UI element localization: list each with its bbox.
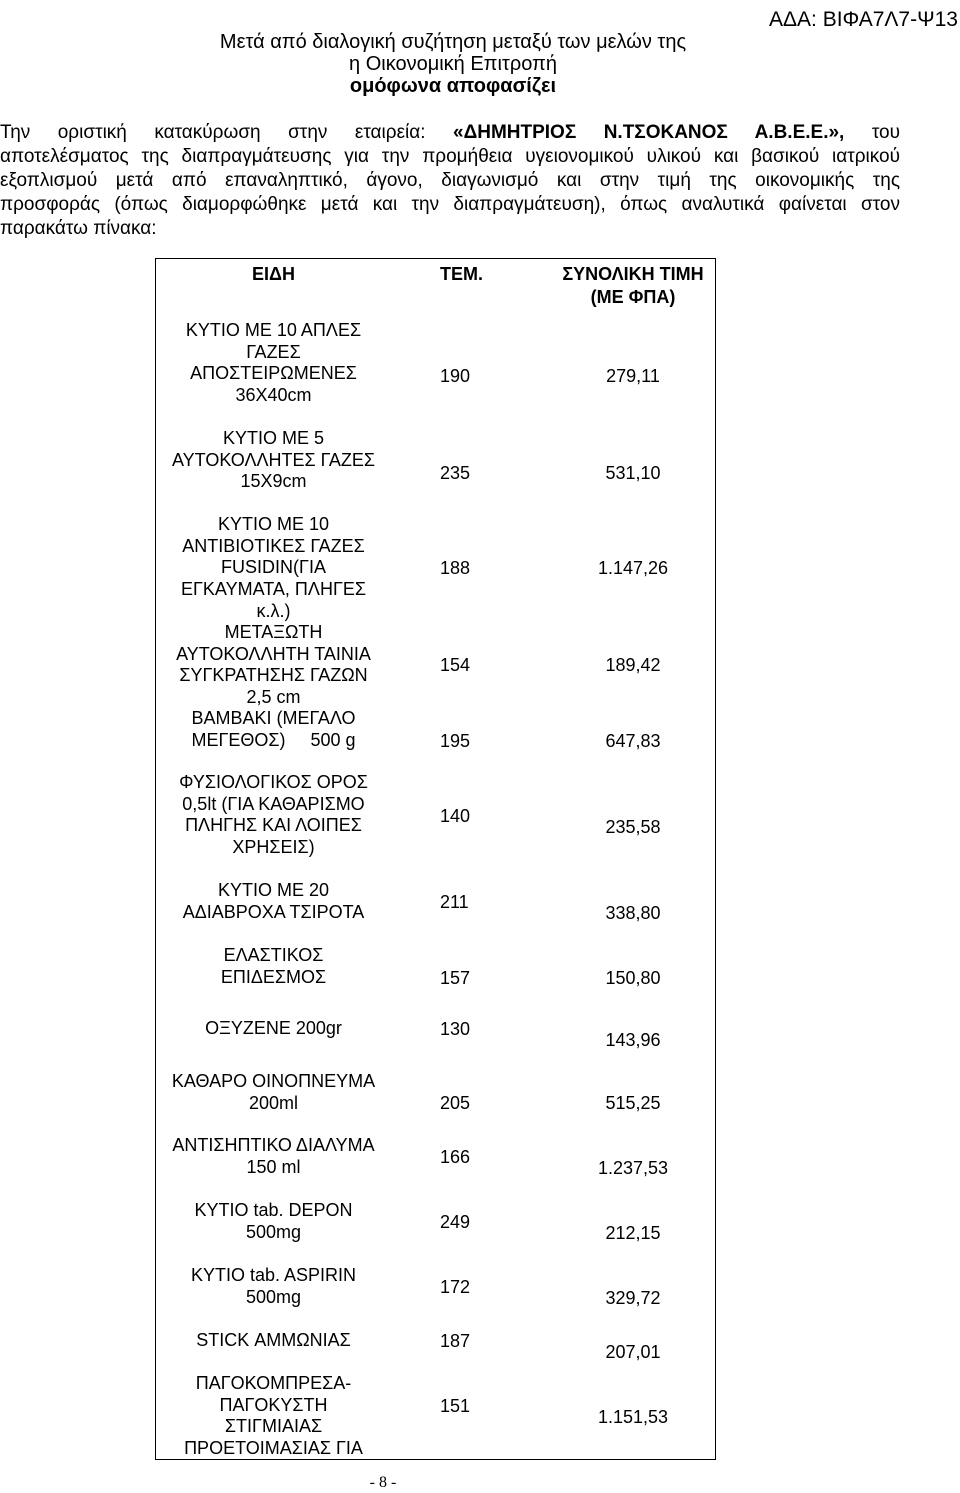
item-description: ΠΑΓΟΚΟΜΠΡΕΣΑ- ΠΑΓΟΚΥΣΤΗ ΣΤΙΓΜΙΑΙΑΣ ΠΡΟΕΤΟΙΜΑΣΙΑΣ ΓΙΑ	[184, 1373, 363, 1459]
item-total-price: 647,83	[605, 731, 661, 751]
table-row	[156, 1071, 715, 1115]
item-total-price: 207,01	[605, 1342, 661, 1362]
item-quantity: 151	[440, 1396, 471, 1416]
table-row	[156, 1265, 715, 1309]
item-description: STICK ΑΜΜΩΝΙΑΣ	[196, 1330, 351, 1350]
item-quantity: 140	[440, 806, 471, 826]
column-header-total-line: ΣΥΝΟΛΙΚΗ ΤΙΜΗ	[562, 264, 704, 284]
ada-code: ΑΔΑ: ΒΙΦΑ7Λ7-Ψ13	[769, 8, 958, 31]
item-total-price: 212,15	[605, 1223, 661, 1243]
table-row	[156, 708, 715, 752]
paragraph-line: προσφοράς (όπως διαμορφώθηκε μετά και την διαπραγμάτευση), όπως αναλυτικά φαίνεται στον	[0, 194, 900, 215]
item-quantity: 130	[440, 1019, 471, 1039]
item-description: ΒΑΜΒΑΚΙ (ΜΕΓΑΛΟ ΜΕΓΕΘΟΣ) 500 g	[191, 708, 356, 750]
item-description: ΚΥΤΙΟ ΜΕ 20 ΑΔΙΑΒΡΟΧΑ ΤΣΙΡΟΤΑ	[182, 880, 365, 922]
column-header-total-price	[550, 263, 716, 309]
heading-line: Μετά από διαλογική συζήτηση μεταξύ των μελών της	[219, 31, 687, 53]
item-description: ΑΝΤΙΣΗΠΤΙΚΟ ΔΙΑΛΥΜΑ 150 ml	[172, 1135, 375, 1177]
item-quantity: 235	[440, 463, 471, 483]
table-row	[156, 880, 715, 924]
item-quantity: 249	[440, 1212, 471, 1232]
item-total-price: 515,25	[605, 1093, 661, 1113]
paragraph-line: εξοπλισμού μετά από επαναληπτικό, άγονο, διαγωνισμό και στην τιμή της οικονομικής της	[0, 170, 900, 191]
item-total-price: 531,10	[605, 463, 661, 483]
item-description: ΕΛΑΣΤΙΚΟΣ ΕΠΙΔΕΣΜΟΣ	[220, 945, 327, 987]
table-row	[156, 428, 715, 493]
item-description: ΚΑΘΑΡΟ ΟΙΝΟΠΝΕΥΜΑ 200ml	[171, 1071, 376, 1113]
table-row	[156, 772, 715, 859]
table-row	[156, 1373, 715, 1459]
item-quantity: 205	[440, 1093, 471, 1113]
item-description: ΚΥΤΙΟ tab. DEPON 500mg	[194, 1200, 353, 1242]
item-quantity: 211	[440, 892, 469, 912]
table-row	[156, 1330, 715, 1363]
table-row	[156, 622, 715, 709]
item-quantity: 188	[440, 558, 471, 578]
column-header-items: ΕΙΔΗ	[252, 264, 295, 284]
item-total-price: 1.151,53	[597, 1407, 669, 1427]
item-total-price: 338,80	[605, 903, 661, 923]
item-total-price: 279,11	[606, 366, 660, 386]
item-quantity: 195	[440, 731, 471, 751]
item-total-price: 329,72	[605, 1288, 661, 1308]
decision-paragraph	[0, 121, 900, 241]
column-header-quantity: ΤΕΜ.	[440, 264, 483, 284]
table-row	[156, 514, 715, 623]
item-quantity: 172	[440, 1277, 471, 1297]
decision-heading	[153, 31, 753, 97]
item-total-price: 143,96	[605, 1030, 661, 1050]
heading-line: η Οικονομική Επιτροπή	[349, 53, 557, 75]
paragraph-text: του	[871, 122, 901, 143]
table-row	[156, 945, 715, 989]
item-description: ΜΕΤΑΞΩΤΗ ΑΥΤΟΚΟΛΛΗΤΗ ΤΑΙΝΙΑ ΣΥΓΚΡΑΤΗΣΗΣ ΓΑΖΩΝ 2,5 cm	[176, 622, 371, 708]
item-quantity: 187	[440, 1331, 471, 1351]
item-quantity: 157	[440, 968, 471, 988]
heading-decision-line: ομόφωνα αποφασίζει	[349, 75, 557, 97]
paragraph-intro: Την οριστική κατακύρωση στην εταιρεία:	[0, 122, 426, 143]
column-header-total-line: (ΜΕ ΦΠΑ)	[590, 287, 676, 307]
item-description: ΦΥΣΙΟΛΟΓΙΚΟΣ ΟΡΟΣ 0,5lt (ΓΙΑ ΚΑΘΑΡΙΣΜΟ ΠΛΗΓΗΣ ΚΑΙ ΛΟΙΠΕΣ ΧΡΗΣΕΙΣ)	[179, 772, 368, 858]
paragraph-line: αποτελέσματος της διαπραγμάτευσης για την προμήθεια υγειονομικού υλικού και βασικού ιατρικού	[0, 146, 900, 167]
paragraph-line	[0, 121, 900, 145]
table-row	[156, 1200, 715, 1244]
item-total-price: 1.237,53	[597, 1158, 669, 1178]
table-row	[156, 1018, 715, 1051]
item-description: ΚΥΤΙΟ ΜΕ 5 ΑΥΤΟΚΟΛΛΗΤΕΣ ΓΑΖΕΣ 15Χ9cm	[171, 428, 376, 492]
paragraph-line: παρακάτω πίνακα:	[0, 218, 157, 239]
company-name: «ΔΗΜΗΤΡΙΟΣ Ν.ΤΣΟΚΑΝΟΣ Α.Β.Ε.Ε.»,	[453, 122, 845, 143]
item-quantity: 166	[440, 1147, 471, 1167]
item-total-price: 1.147,26	[597, 558, 669, 578]
award-table	[155, 258, 716, 1460]
item-description: ΚΥΤΙΟ tab. ASPIRIN 500mg	[190, 1265, 357, 1307]
item-total-price: 235,58	[605, 817, 661, 837]
page-number: - 8 -	[369, 1474, 397, 1491]
item-quantity: 154	[440, 655, 471, 675]
item-quantity: 190	[440, 366, 471, 386]
item-total-price: 150,80	[605, 968, 661, 988]
item-description: ΟΞΥΖΕΝΕ 200gr	[205, 1018, 342, 1038]
item-description: ΚΥΤΙΟ ΜΕ 10 ΑΝΤΙΒΙΟΤΙΚΕΣ ΓΑΖΕΣ FUSIDIN(ΓΙΑ ΕΓΚΑΥΜΑΤΑ, ΠΛΗΓΕΣ κ.λ.)	[180, 514, 366, 621]
item-description: ΚΥΤΙΟ ΜΕ 10 ΑΠΛΕΣ ΓΑΖΕΣ ΑΠΟΣΤΕΙΡΩΜΕΝΕΣ 36Χ40cm	[185, 320, 362, 406]
item-total-price: 189,42	[605, 655, 661, 675]
table-row	[156, 320, 715, 407]
table-row	[156, 1135, 715, 1179]
